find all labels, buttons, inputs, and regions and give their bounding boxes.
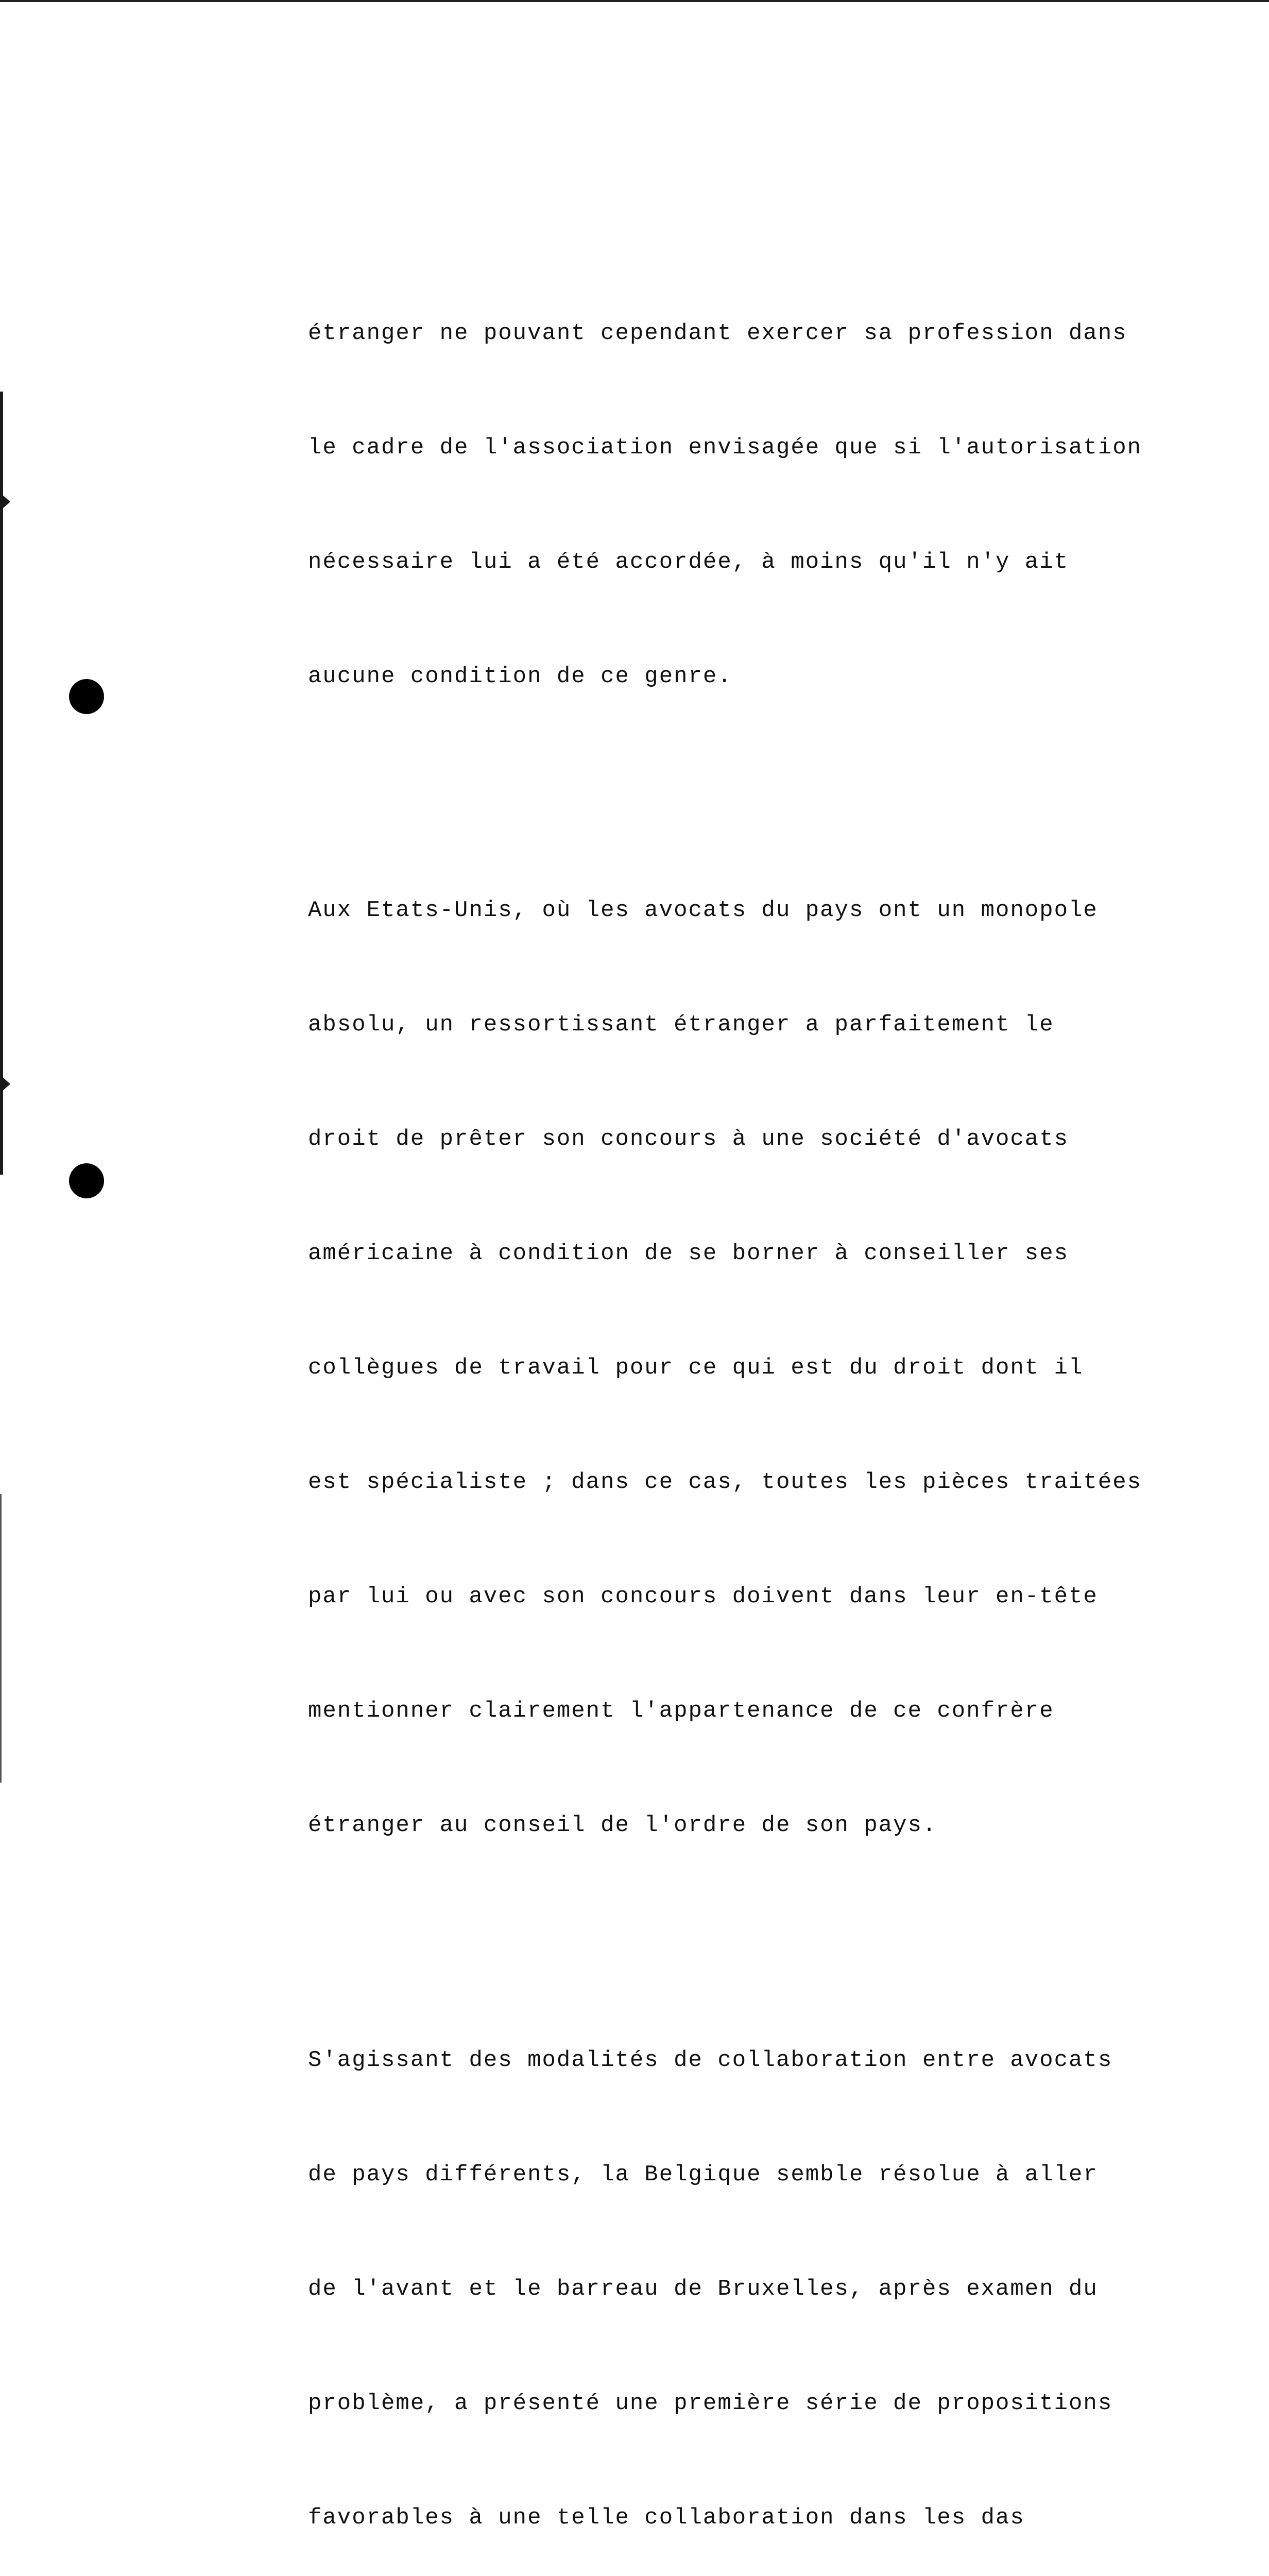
text-line: étranger ne pouvant cependant exercer sa profession dans: [308, 320, 1127, 346]
text-line: droit de prêter son concours à une société d'avocats: [308, 1126, 1069, 1152]
text-line: problème, a présenté une première série de propositions: [308, 2391, 1113, 2416]
text-line: nécessaire lui a été accordée, à moins qu'il n'y ait: [308, 549, 1069, 575]
text-line: S'agissant des modalités de collaboration entre avocats: [308, 2047, 1113, 2073]
text-line: par lui ou avec son concours doivent dans leur en-tête: [308, 1584, 1098, 1609]
text-line: de l'avant et le barreau de Bruxelles, après examen du: [308, 2276, 1098, 2302]
text-line: étranger au conseil de l'ordre de son pays.: [308, 1812, 937, 1838]
paragraph-continuation: [308, 238, 1235, 772]
scan-left-edge-shadow-lower: [0, 1494, 2, 1783]
page-top-edge: [0, 0, 1269, 2]
text-line: de pays différents, la Belgique semble résolue à aller: [308, 2162, 1098, 2188]
punch-hole-lower: [69, 1163, 104, 1198]
scan-edge-notch: [2, 1077, 10, 1091]
text-line: le cadre de l'association envisagée que si l'autorisation: [308, 435, 1142, 461]
text-line: est spécialiste ; dans ce cas, toutes les pièces traitées: [308, 1469, 1142, 1495]
document-body: [308, 238, 1235, 2576]
text-line: Aux Etats-Unis, où les avocats du pays ont un monopole: [308, 897, 1098, 923]
paragraph-belgique: [308, 1965, 1235, 2576]
text-line: collègues de travail pour ce qui est du droit dont il: [308, 1355, 1084, 1381]
scan-edge-notch: [2, 495, 10, 509]
text-line: mentionner clairement l'appartenance de ce confrère: [308, 1698, 1054, 1724]
text-line: aucune condition de ce genre.: [308, 664, 732, 689]
paragraph-etats-unis: [308, 815, 1235, 1921]
scan-left-edge-shadow: [0, 392, 3, 1175]
text-line: favorables à une telle collaboration dans les das: [308, 2505, 1025, 2531]
text-line: américaine à condition de se borner à conseiller ses: [308, 1241, 1069, 1266]
punch-hole-upper: [69, 679, 104, 714]
text-line: absolu, un ressortissant étranger a parfaitement le: [308, 1012, 1054, 1038]
